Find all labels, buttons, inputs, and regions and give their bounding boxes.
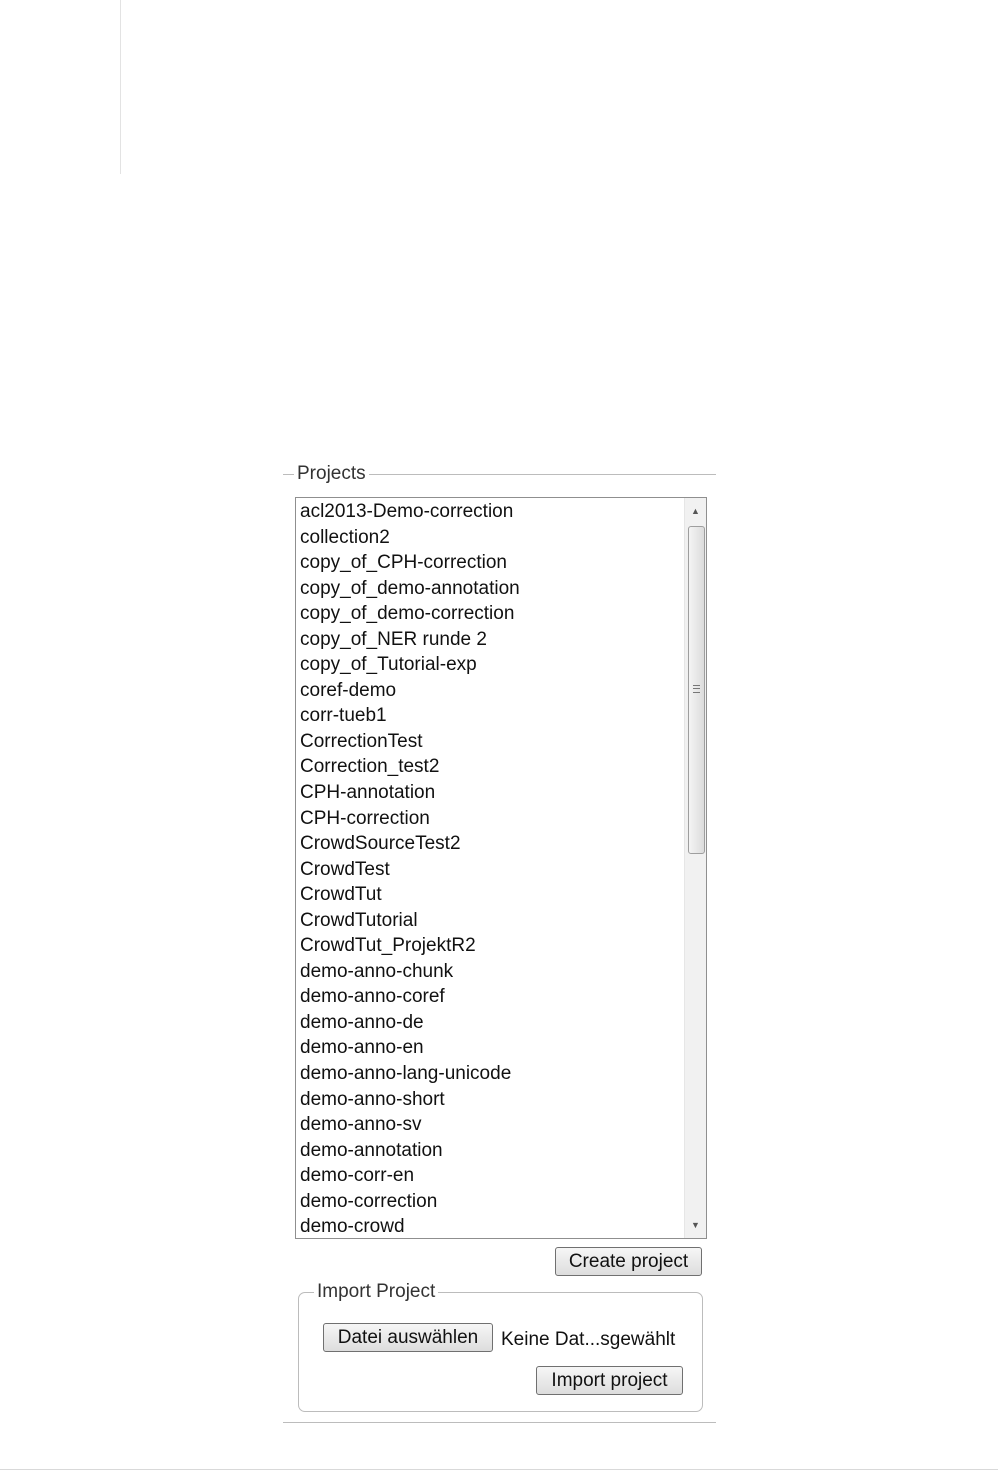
projects-fieldset [283,463,716,1423]
import-project-fieldset [298,1281,703,1412]
scroll-up-arrow-icon[interactable]: ▲ [691,506,700,516]
project-list-item[interactable]: copy_of_demo-correction [300,603,515,625]
project-list-item[interactable]: coref-demo [300,679,397,701]
scroll-down-arrow-icon[interactable]: ▼ [691,1220,700,1230]
project-list-item[interactable]: Correction_test2 [300,756,440,778]
project-list-item[interactable]: demo-crowd [300,1216,405,1238]
project-list-item[interactable]: CrowdTutorial [300,909,418,931]
project-list-item[interactable]: demo-anno-sv [300,1114,422,1136]
project-list-item[interactable]: copy_of_Tutorial-exp [300,654,477,676]
listbox-scrollbar[interactable] [684,498,706,1238]
project-list-item[interactable]: demo-anno-short [300,1088,445,1110]
project-list-item[interactable]: demo-correction [300,1190,438,1212]
project-list-item[interactable]: demo-anno-de [300,1011,424,1033]
page-bottom-divider [0,1469,998,1470]
scrollbar-thumb[interactable] [688,526,705,854]
project-list-item[interactable]: demo-corr-en [300,1165,415,1187]
project-list-item[interactable]: copy_of_CPH-correction [300,552,507,574]
projects-legend: Projects [294,464,369,484]
project-list-item[interactable]: CrowdTut_ProjektR2 [300,935,476,957]
scroll-grip-icon [693,685,700,693]
project-list-item[interactable]: demo-anno-chunk [300,960,454,982]
project-list-item[interactable]: demo-anno-coref [300,986,445,1008]
project-list-item[interactable]: CorrectionTest [300,730,423,752]
project-list-item[interactable]: corr-tueb1 [300,705,387,727]
import-project-button[interactable]: Import project [536,1366,683,1395]
project-list-item[interactable]: collection2 [300,526,390,548]
project-listbox[interactable] [295,497,707,1239]
file-status-text: Keine Dat...sgewählt [501,1329,676,1350]
project-list-item[interactable]: copy_of_NER runde 2 [300,628,487,650]
project-list-item[interactable]: demo-annotation [300,1139,443,1161]
project-list-item[interactable]: CrowdSourceTest2 [300,833,461,855]
left-panel-divider [120,0,121,174]
project-list-item[interactable]: demo-anno-lang-unicode [300,1063,512,1085]
create-project-button[interactable]: Create project [555,1247,702,1276]
project-list-item[interactable]: CrowdTut [300,884,382,906]
project-list-item[interactable]: CPH-correction [300,807,430,829]
project-list [300,499,682,1239]
project-list-item[interactable]: demo-anno-en [300,1037,424,1059]
project-list-item[interactable]: CPH-annotation [300,782,436,804]
import-project-legend: Import Project [314,1282,438,1302]
project-list-item[interactable]: CrowdTest [300,858,390,880]
project-list-item[interactable]: acl2013-Demo-correction [300,501,514,522]
choose-file-button[interactable]: Datei auswählen [323,1323,493,1352]
project-list-item[interactable]: copy_of_demo-annotation [300,577,520,599]
